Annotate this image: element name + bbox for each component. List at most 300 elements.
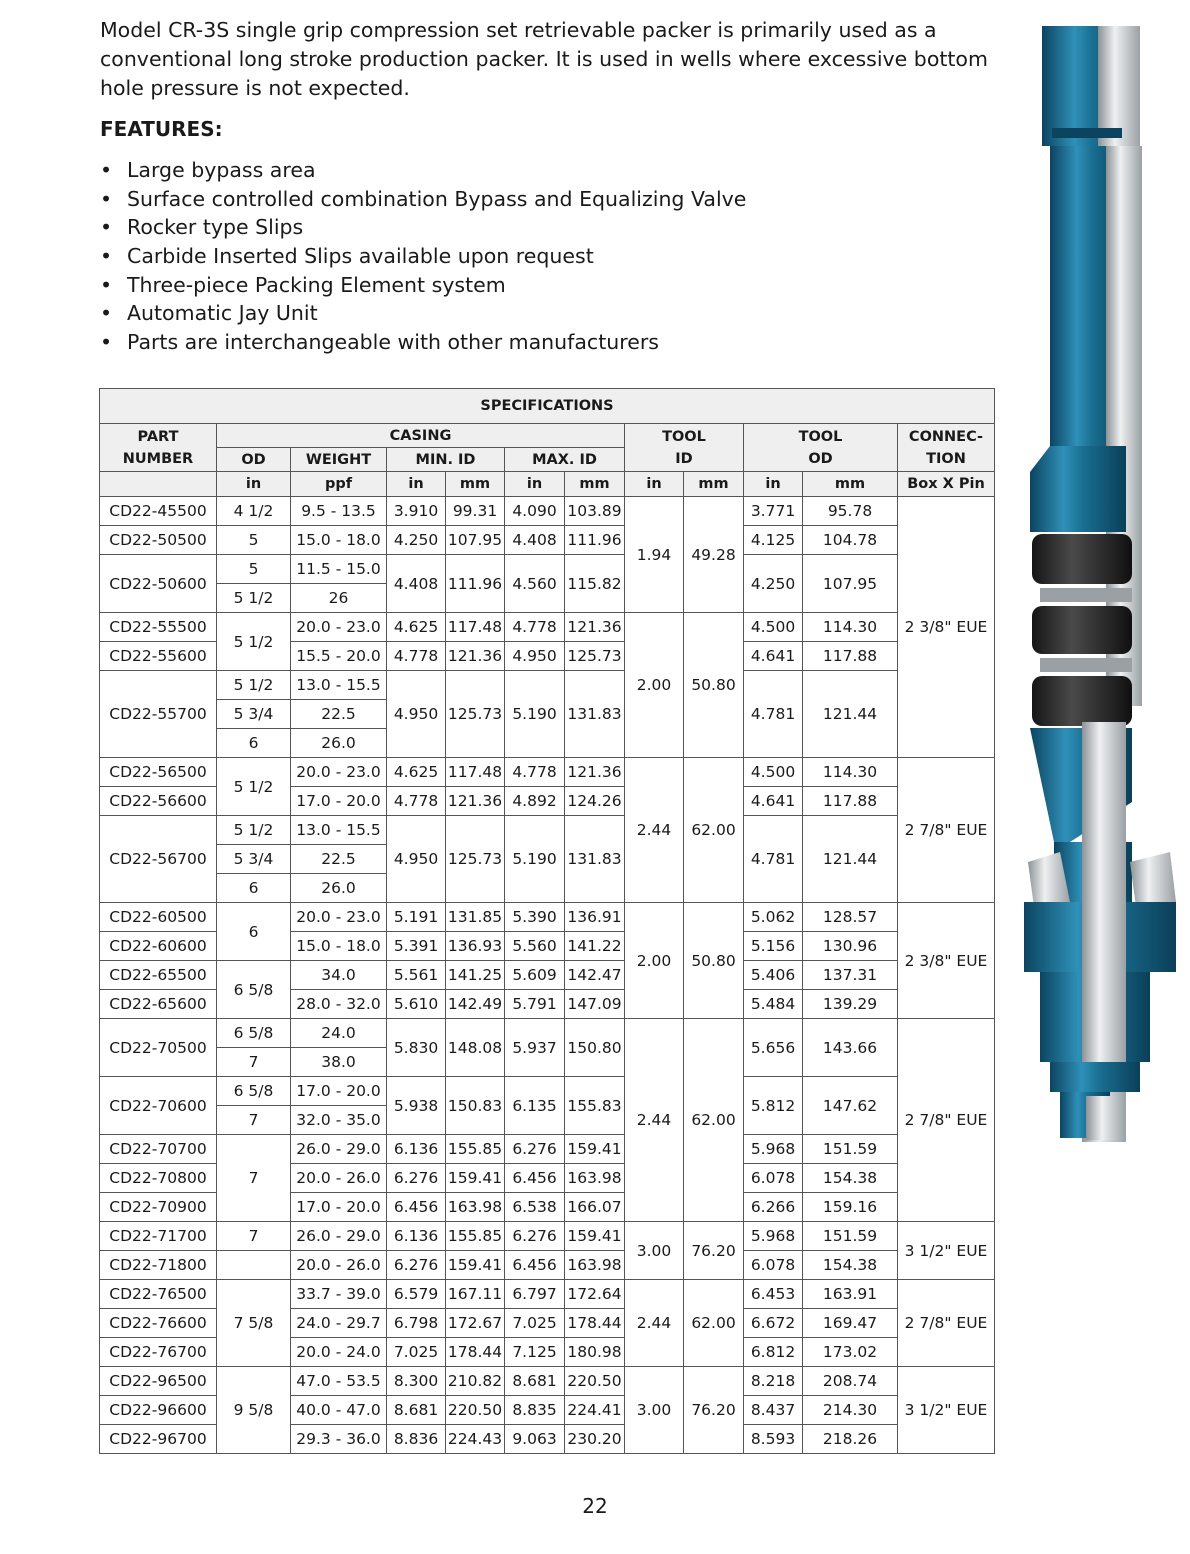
header-connection: CONNEC- TION [898, 424, 995, 472]
cell-min-id-in: 5.610 [387, 990, 446, 1019]
cell-part-number: CD22-96500 [100, 1367, 217, 1396]
cell-part-number: CD22-71800 [100, 1251, 217, 1280]
cell-tool-od-mm: 173.02 [803, 1338, 898, 1367]
cell-max-id-mm: 125.73 [565, 642, 625, 671]
cell-min-id-in: 4.778 [387, 787, 446, 816]
cell-weight: 26.0 - 29.0 [291, 1222, 387, 1251]
cell-casing-od: 7 5/8 [217, 1280, 291, 1367]
cell-part-number: CD22-70900 [100, 1193, 217, 1222]
cell-casing-od: 5 1/2 [217, 758, 291, 816]
cell-min-id-in: 6.798 [387, 1309, 446, 1338]
cell-weight: 26.0 [291, 729, 387, 758]
cell-connection: 2 3/8" EUE [898, 903, 995, 1019]
unit-tid-in: in [625, 472, 684, 497]
cell-min-id-in: 6.579 [387, 1280, 446, 1309]
cell-min-id-in: 5.830 [387, 1019, 446, 1077]
cell-casing-od: 7 [217, 1048, 291, 1077]
cell-tool-id-in: 1.94 [625, 497, 684, 613]
cell-part-number: CD22-65600 [100, 990, 217, 1019]
cell-tool-od-mm: 121.44 [803, 671, 898, 758]
unit-od: in [217, 472, 291, 497]
intro-paragraph: Model CR-3S single grip compression set retrievable packer is primarily used as a conventional long stroke production packer. It is used in wells where excessive bottom hole pressure is not expected. [100, 18, 988, 100]
cell-max-id-mm: 124.26 [565, 787, 625, 816]
cell-tool-od-in: 6.453 [744, 1280, 803, 1309]
cell-tool-id-in: 2.44 [625, 1019, 684, 1222]
cell-max-id-mm: 121.36 [565, 613, 625, 642]
cell-part-number: CD22-70700 [100, 1135, 217, 1164]
cell-casing-od: 5 1/2 [217, 613, 291, 671]
cell-weight: 13.0 - 15.5 [291, 816, 387, 845]
cell-tool-od-mm: 107.95 [803, 555, 898, 613]
cell-tool-od-mm: 159.16 [803, 1193, 898, 1222]
cell-part-number: CD22-50500 [100, 526, 217, 555]
cell-tool-od-in: 4.500 [744, 613, 803, 642]
table-row [100, 903, 995, 932]
cell-max-id-in: 7.025 [505, 1309, 565, 1338]
cell-connection: 2 7/8" EUE [898, 758, 995, 903]
cell-min-id-mm: 141.25 [446, 961, 505, 990]
cell-max-id-mm: 150.80 [565, 1019, 625, 1077]
cell-tool-id-in: 2.00 [625, 613, 684, 758]
cell-min-id-in: 4.778 [387, 642, 446, 671]
cell-casing-od: 9 5/8 [217, 1367, 291, 1454]
cell-part-number: CD22-71700 [100, 1222, 217, 1251]
cell-min-id-mm: 142.49 [446, 990, 505, 1019]
cell-min-id-in: 5.561 [387, 961, 446, 990]
cell-min-id-mm: 163.98 [446, 1193, 505, 1222]
cell-min-id-mm: 220.50 [446, 1396, 505, 1425]
cell-weight: 20.0 - 24.0 [291, 1338, 387, 1367]
cell-max-id-mm: 180.98 [565, 1338, 625, 1367]
cell-weight: 20.0 - 23.0 [291, 903, 387, 932]
header-part-number: PART NUMBER [100, 424, 217, 472]
cell-part-number: CD22-50600 [100, 555, 217, 613]
cell-tool-od-in: 6.672 [744, 1309, 803, 1338]
header-weight: WEIGHT [291, 448, 387, 472]
cell-part-number: CD22-55500 [100, 613, 217, 642]
cell-min-id-mm: 210.82 [446, 1367, 505, 1396]
cell-casing-od: 4 1/2 [217, 497, 291, 526]
cell-tool-od-mm: 143.66 [803, 1019, 898, 1077]
cell-tool-id-in: 3.00 [625, 1367, 684, 1454]
cell-weight: 26.0 - 29.0 [291, 1135, 387, 1164]
cell-min-id-in: 4.625 [387, 758, 446, 787]
table-row [100, 1222, 995, 1251]
cell-max-id-mm: 172.64 [565, 1280, 625, 1309]
cell-max-id-in: 6.456 [505, 1164, 565, 1193]
cell-tool-od-in: 5.484 [744, 990, 803, 1019]
packer-tool-illustration [1010, 22, 1190, 1144]
cell-connection: 2 7/8" EUE [898, 1280, 995, 1367]
cell-tool-od-mm: 137.31 [803, 961, 898, 990]
unit-tod-mm: mm [803, 472, 898, 497]
cell-max-id-mm: 220.50 [565, 1367, 625, 1396]
cell-tool-od-mm: 169.47 [803, 1309, 898, 1338]
cell-tool-od-in: 8.437 [744, 1396, 803, 1425]
cell-weight: 33.7 - 39.0 [291, 1280, 387, 1309]
cell-tool-od-mm: 151.59 [803, 1135, 898, 1164]
cell-weight: 15.5 - 20.0 [291, 642, 387, 671]
unit-connection: Box X Pin [898, 472, 995, 497]
cell-part-number: CD22-76600 [100, 1309, 217, 1338]
cell-casing-od: 5 [217, 555, 291, 584]
cell-weight: 13.0 - 15.5 [291, 671, 387, 700]
cell-connection: 3 1/2" EUE [898, 1367, 995, 1454]
cell-tool-od-in: 3.771 [744, 497, 803, 526]
cell-max-id-mm: 178.44 [565, 1309, 625, 1338]
table-row [100, 1251, 995, 1280]
cell-min-id-mm: 167.11 [446, 1280, 505, 1309]
cell-max-id-mm: 159.41 [565, 1135, 625, 1164]
cell-tool-od-in: 5.406 [744, 961, 803, 990]
cell-min-id-mm: 111.96 [446, 555, 505, 613]
cell-casing-od: 5 [217, 526, 291, 555]
cell-tool-od-in: 5.968 [744, 1222, 803, 1251]
cell-weight: 9.5 - 13.5 [291, 497, 387, 526]
cell-tool-od-mm: 139.29 [803, 990, 898, 1019]
table-row [100, 555, 995, 584]
cell-casing-od: 5 3/4 [217, 700, 291, 729]
cell-max-id-mm: 224.41 [565, 1396, 625, 1425]
cell-weight: 24.0 - 29.7 [291, 1309, 387, 1338]
cell-part-number: CD22-65500 [100, 961, 217, 990]
table-row [100, 1280, 995, 1309]
cell-tool-od-in: 8.593 [744, 1425, 803, 1454]
cell-tool-od-in: 4.500 [744, 758, 803, 787]
cell-tool-od-mm: 151.59 [803, 1222, 898, 1251]
cell-casing-od: 5 1/2 [217, 584, 291, 613]
cell-part-number: CD22-76500 [100, 1280, 217, 1309]
cell-max-id-in: 6.276 [505, 1222, 565, 1251]
cell-tool-od-mm: 208.74 [803, 1367, 898, 1396]
unit-tod-in: in [744, 472, 803, 497]
cell-min-id-in: 3.910 [387, 497, 446, 526]
cell-tool-od-in: 4.781 [744, 816, 803, 903]
cell-max-id-in: 8.835 [505, 1396, 565, 1425]
cell-min-id-in: 4.625 [387, 613, 446, 642]
cell-max-id-in: 6.456 [505, 1251, 565, 1280]
cell-part-number: CD22-70500 [100, 1019, 217, 1077]
cell-weight: 22.5 [291, 700, 387, 729]
cell-casing-od: 5 1/2 [217, 816, 291, 845]
cell-tool-od-mm: 218.26 [803, 1425, 898, 1454]
cell-max-id-mm: 121.36 [565, 758, 625, 787]
cell-tool-od-in: 5.968 [744, 1135, 803, 1164]
cell-tool-id-mm: 50.80 [684, 613, 744, 758]
feature-item: • Carbide Inserted Slips available upon request [100, 244, 594, 269]
cell-weight: 11.5 - 15.0 [291, 555, 387, 584]
cell-min-id-in: 7.025 [387, 1338, 446, 1367]
cell-min-id-mm: 136.93 [446, 932, 505, 961]
cell-tool-od-in: 6.266 [744, 1193, 803, 1222]
cell-part-number: CD22-55700 [100, 671, 217, 758]
cell-connection: 2 7/8" EUE [898, 1019, 995, 1222]
cell-part-number: CD22-60500 [100, 903, 217, 932]
cell-tool-od-in: 5.812 [744, 1077, 803, 1135]
feature-item: • Large bypass area [100, 158, 316, 182]
cell-part-number: CD22-96600 [100, 1396, 217, 1425]
cell-max-id-in: 7.125 [505, 1338, 565, 1367]
table-row [100, 671, 995, 700]
unit-min-mm: mm [446, 472, 505, 497]
cell-min-id-mm: 107.95 [446, 526, 505, 555]
cell-weight: 22.5 [291, 845, 387, 874]
cell-tool-id-in: 3.00 [625, 1222, 684, 1280]
cell-min-id-mm: 125.73 [446, 671, 505, 758]
cell-max-id-in: 4.950 [505, 642, 565, 671]
cell-tool-od-mm: 121.44 [803, 816, 898, 903]
cell-max-id-in: 5.190 [505, 671, 565, 758]
cell-tool-od-mm: 163.91 [803, 1280, 898, 1309]
cell-tool-od-mm: 147.62 [803, 1077, 898, 1135]
cell-weight: 17.0 - 20.0 [291, 1193, 387, 1222]
cell-max-id-mm: 155.83 [565, 1077, 625, 1135]
cell-tool-od-mm: 95.78 [803, 497, 898, 526]
cell-weight: 47.0 - 53.5 [291, 1367, 387, 1396]
cell-tool-od-mm: 130.96 [803, 932, 898, 961]
cell-min-id-mm: 155.85 [446, 1135, 505, 1164]
cell-part-number: CD22-56600 [100, 787, 217, 816]
cell-min-id-in: 5.938 [387, 1077, 446, 1135]
cell-min-id-in: 6.136 [387, 1222, 446, 1251]
cell-max-id-mm: 163.98 [565, 1164, 625, 1193]
cell-casing-od: 6 [217, 874, 291, 903]
cell-tool-id-mm: 62.00 [684, 758, 744, 903]
cell-min-id-in: 8.300 [387, 1367, 446, 1396]
cell-max-id-in: 6.135 [505, 1077, 565, 1135]
cell-max-id-in: 4.560 [505, 555, 565, 613]
table-row [100, 1367, 995, 1396]
cell-part-number: CD22-55600 [100, 642, 217, 671]
cell-part-number: CD22-56700 [100, 816, 217, 903]
cell-tool-od-in: 4.641 [744, 642, 803, 671]
cell-min-id-mm: 117.48 [446, 613, 505, 642]
cell-max-id-mm: 136.91 [565, 903, 625, 932]
cell-min-id-mm: 99.31 [446, 497, 505, 526]
cell-min-id-in: 6.136 [387, 1135, 446, 1164]
cell-weight: 20.0 - 26.0 [291, 1251, 387, 1280]
cell-max-id-in: 8.681 [505, 1367, 565, 1396]
cell-max-id-mm: 115.82 [565, 555, 625, 613]
cell-weight: 26 [291, 584, 387, 613]
cell-tool-id-mm: 76.20 [684, 1222, 744, 1280]
cell-min-id-in: 5.391 [387, 932, 446, 961]
cell-weight: 17.0 - 20.0 [291, 1077, 387, 1106]
table-row [100, 961, 995, 990]
unit-max-mm: mm [565, 472, 625, 497]
cell-tool-od-mm: 114.30 [803, 758, 898, 787]
cell-casing-od: 7 [217, 1135, 291, 1222]
cell-min-id-in: 4.950 [387, 816, 446, 903]
cell-casing-od: 6 5/8 [217, 961, 291, 1019]
specifications-table [99, 388, 995, 1454]
features-list [100, 156, 746, 357]
header-od: OD [217, 448, 291, 472]
cell-min-id-mm: 159.41 [446, 1164, 505, 1193]
cell-max-id-mm: 147.09 [565, 990, 625, 1019]
table-row [100, 497, 995, 526]
feature-item: • Surface controlled combination Bypass and Equalizing Valve [100, 186, 747, 211]
cell-tool-id-in: 2.44 [625, 1280, 684, 1367]
cell-min-id-mm: 121.36 [446, 787, 505, 816]
cell-tool-id-mm: 50.80 [684, 903, 744, 1019]
cell-max-id-in: 4.090 [505, 497, 565, 526]
cell-tool-id-in: 2.00 [625, 903, 684, 1019]
cell-casing-od: 6 [217, 903, 291, 961]
header-max-id: MAX. ID [505, 448, 625, 472]
cell-connection: 3 1/2" EUE [898, 1222, 995, 1280]
cell-max-id-in: 4.892 [505, 787, 565, 816]
cell-max-id-in: 5.390 [505, 903, 565, 932]
unit-part-blank [100, 472, 217, 497]
cell-casing-od: 7 [217, 1222, 291, 1251]
cell-casing-od: 6 [217, 729, 291, 758]
cell-min-id-in: 4.950 [387, 671, 446, 758]
cell-connection: 2 3/8" EUE [898, 497, 995, 758]
cell-part-number: CD22-45500 [100, 497, 217, 526]
cell-min-id-mm: 117.48 [446, 758, 505, 787]
cell-weight: 20.0 - 23.0 [291, 613, 387, 642]
table-body [100, 497, 995, 1454]
cell-max-id-in: 5.791 [505, 990, 565, 1019]
unit-weight: ppf [291, 472, 387, 497]
cell-tool-od-mm: 117.88 [803, 642, 898, 671]
cell-weight: 34.0 [291, 961, 387, 990]
cell-tool-od-in: 4.250 [744, 555, 803, 613]
cell-casing-od: 6 5/8 [217, 1019, 291, 1048]
cell-tool-od-mm: 154.38 [803, 1164, 898, 1193]
cell-min-id-in: 6.276 [387, 1251, 446, 1280]
cell-max-id-mm: 142.47 [565, 961, 625, 990]
header-tool-od: TOOL OD [744, 424, 898, 472]
cell-tool-od-in: 4.641 [744, 787, 803, 816]
cell-weight: 15.0 - 18.0 [291, 526, 387, 555]
cell-weight: 28.0 - 32.0 [291, 990, 387, 1019]
cell-min-id-in: 6.456 [387, 1193, 446, 1222]
cell-weight: 38.0 [291, 1048, 387, 1077]
cell-min-id-mm: 125.73 [446, 816, 505, 903]
cell-min-id-mm: 178.44 [446, 1338, 505, 1367]
unit-min-in: in [387, 472, 446, 497]
cell-tool-id-mm: 62.00 [684, 1280, 744, 1367]
table-row [100, 1019, 995, 1048]
cell-tool-od-in: 6.812 [744, 1338, 803, 1367]
cell-max-id-in: 6.538 [505, 1193, 565, 1222]
cell-part-number: CD22-96700 [100, 1425, 217, 1454]
cell-min-id-mm: 159.41 [446, 1251, 505, 1280]
unit-max-in: in [505, 472, 565, 497]
cell-tool-od-in: 5.156 [744, 932, 803, 961]
cell-min-id-in: 4.408 [387, 555, 446, 613]
cell-tool-id-in: 2.44 [625, 758, 684, 903]
table-row [100, 1077, 995, 1106]
features-title: FEATURES: [100, 117, 223, 141]
cell-max-id-mm: 103.89 [565, 497, 625, 526]
table-row [100, 526, 995, 555]
cell-weight: 17.0 - 20.0 [291, 787, 387, 816]
cell-min-id-mm: 224.43 [446, 1425, 505, 1454]
cell-min-id-mm: 172.67 [446, 1309, 505, 1338]
cell-tool-od-in: 6.078 [744, 1251, 803, 1280]
cell-weight: 20.0 - 23.0 [291, 758, 387, 787]
cell-weight: 24.0 [291, 1019, 387, 1048]
table-row [100, 758, 995, 787]
cell-casing-od: 5 3/4 [217, 845, 291, 874]
cell-part-number: CD22-70600 [100, 1077, 217, 1135]
cell-weight: 20.0 - 26.0 [291, 1164, 387, 1193]
table-row [100, 1135, 995, 1164]
table-title: SPECIFICATIONS [100, 389, 995, 424]
cell-tool-od-mm: 114.30 [803, 613, 898, 642]
table-row [100, 613, 995, 642]
cell-casing-od: 5 1/2 [217, 671, 291, 700]
feature-item: • Parts are interchangeable with other manufacturers [100, 330, 659, 355]
cell-casing-od: 6 5/8 [217, 1077, 291, 1106]
header-casing: CASING [217, 424, 625, 448]
cell-max-id-mm: 166.07 [565, 1193, 625, 1222]
cell-max-id-mm: 230.20 [565, 1425, 625, 1454]
table-row [100, 816, 995, 845]
feature-item: • Automatic Jay Unit [100, 301, 318, 326]
cell-min-id-mm: 121.36 [446, 642, 505, 671]
cell-casing-od [217, 1251, 291, 1280]
cell-tool-od-in: 8.218 [744, 1367, 803, 1396]
cell-tool-od-mm: 117.88 [803, 787, 898, 816]
cell-casing-od: 7 [217, 1106, 291, 1135]
cell-min-id-mm: 148.08 [446, 1019, 505, 1077]
cell-max-id-in: 6.797 [505, 1280, 565, 1309]
cell-min-id-in: 5.191 [387, 903, 446, 932]
cell-min-id-in: 6.276 [387, 1164, 446, 1193]
cell-tool-od-mm: 128.57 [803, 903, 898, 932]
cell-tool-od-mm: 214.30 [803, 1396, 898, 1425]
cell-weight: 32.0 - 35.0 [291, 1106, 387, 1135]
cell-weight: 29.3 - 36.0 [291, 1425, 387, 1454]
cell-max-id-mm: 141.22 [565, 932, 625, 961]
feature-item: • Rocker type Slips [100, 215, 304, 240]
cell-weight: 40.0 - 47.0 [291, 1396, 387, 1425]
cell-tool-id-mm: 76.20 [684, 1367, 744, 1454]
cell-max-id-in: 4.778 [505, 613, 565, 642]
feature-item: • Three-piece Packing Element system [100, 272, 506, 297]
cell-tool-id-mm: 49.28 [684, 497, 744, 613]
cell-min-id-in: 8.681 [387, 1396, 446, 1425]
cell-tool-od-mm: 104.78 [803, 526, 898, 555]
cell-min-id-mm: 131.85 [446, 903, 505, 932]
cell-max-id-in: 5.560 [505, 932, 565, 961]
cell-tool-od-in: 6.078 [744, 1164, 803, 1193]
cell-min-id-mm: 150.83 [446, 1077, 505, 1135]
cell-max-id-mm: 131.83 [565, 816, 625, 903]
cell-part-number: CD22-60600 [100, 932, 217, 961]
cell-tool-od-mm: 154.38 [803, 1251, 898, 1280]
cell-max-id-in: 5.937 [505, 1019, 565, 1077]
cell-max-id-in: 4.778 [505, 758, 565, 787]
cell-max-id-in: 5.609 [505, 961, 565, 990]
page-number: 22 [582, 1494, 608, 1518]
cell-max-id-mm: 131.83 [565, 671, 625, 758]
cell-max-id-in: 5.190 [505, 816, 565, 903]
cell-weight: 15.0 - 18.0 [291, 932, 387, 961]
header-tool-id: TOOL ID [625, 424, 744, 472]
cell-max-id-mm: 159.41 [565, 1222, 625, 1251]
cell-min-id-mm: 155.85 [446, 1222, 505, 1251]
cell-tool-od-in: 4.781 [744, 671, 803, 758]
cell-max-id-in: 4.408 [505, 526, 565, 555]
cell-max-id-mm: 163.98 [565, 1251, 625, 1280]
cell-tool-od-in: 5.656 [744, 1019, 803, 1077]
unit-tid-mm: mm [684, 472, 744, 497]
